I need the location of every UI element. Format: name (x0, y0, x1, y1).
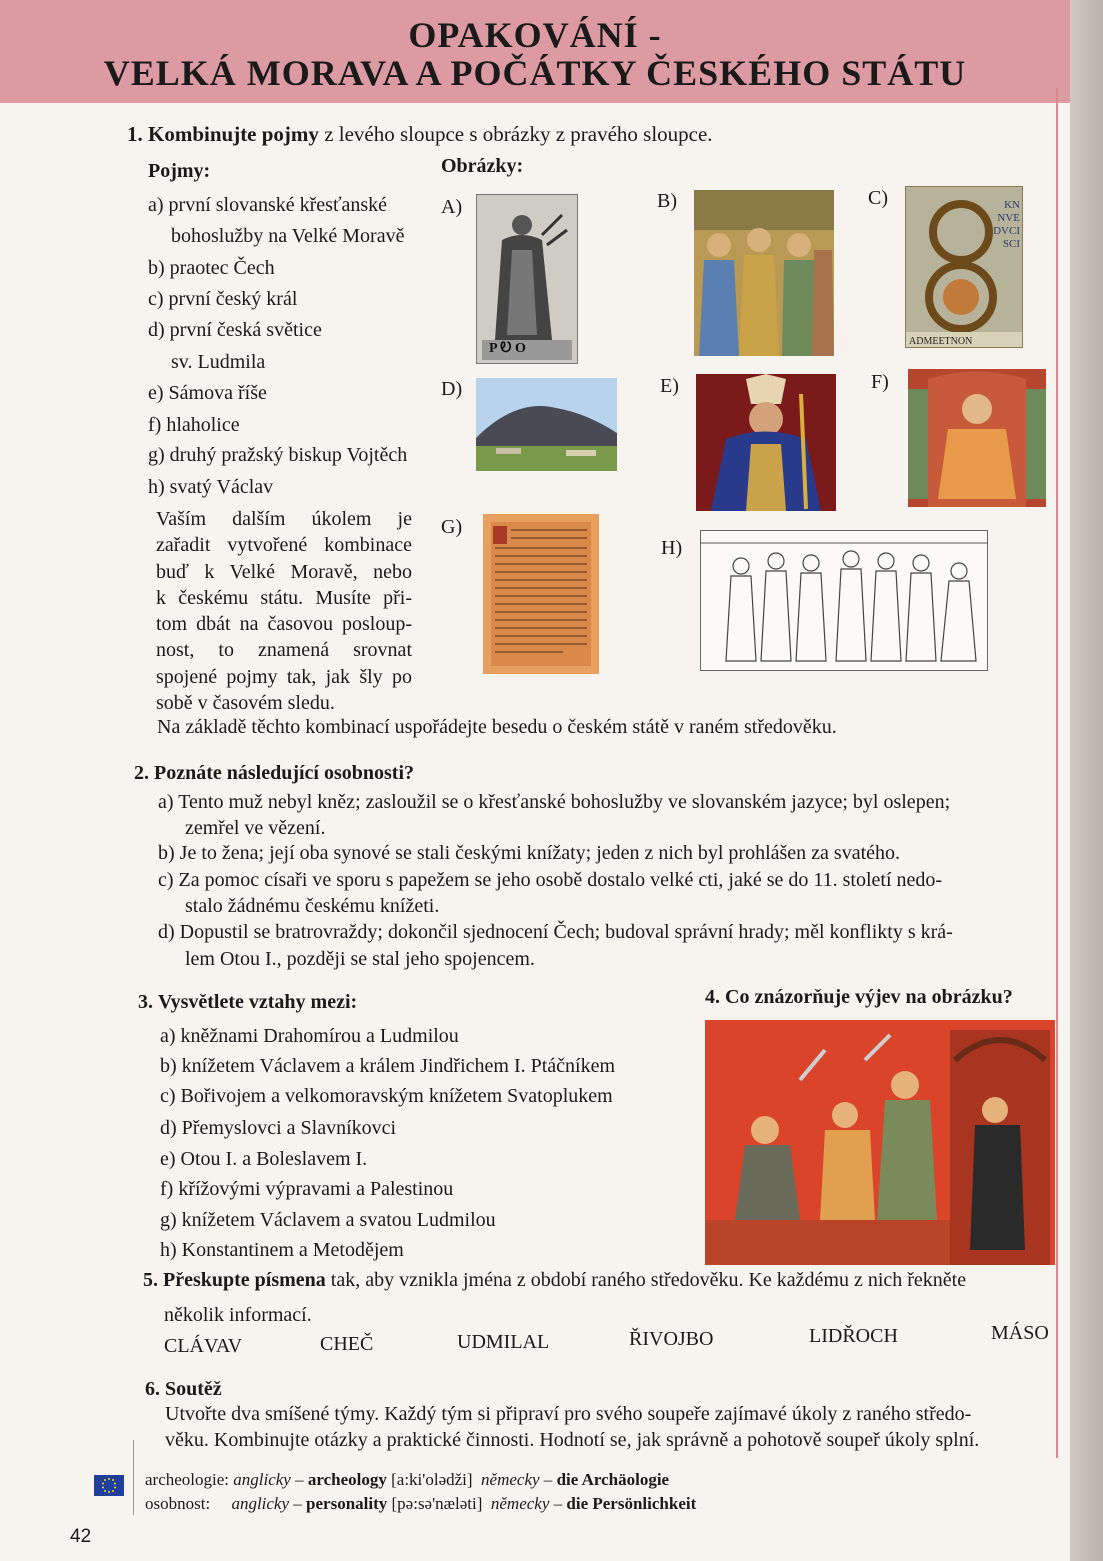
terms-column-title: Pojmy: (148, 160, 211, 182)
term-b: b) praotec Čech (148, 257, 275, 279)
task2-a-line1: a) Tento muž nebyl kněz; zasloužil se o křesťanské bohoslužby ve slovanském jazyce; byl oslepen; (158, 791, 951, 813)
margin-rule (1056, 88, 1058, 1458)
task3-e: e) Otou I. a Boleslavem I. (160, 1148, 368, 1170)
image-c-text3: DVCI (993, 225, 1020, 237)
label-f: F) (871, 371, 889, 393)
term-d-line1: d) první česká světice (148, 319, 322, 341)
label-c: C) (868, 187, 888, 209)
image-c-caption: ADMEETNON (909, 336, 973, 347)
image-e-bishop (696, 374, 836, 511)
image-h-drawing (700, 530, 988, 671)
term-h: h) svatý Václav (148, 476, 274, 498)
task5-heading: 5. Přeskupte písmena tak, aby vznikla jména z období raného středověku. Ke každému z nich řekněte (143, 1269, 967, 1291)
eu-flag-icon (94, 1475, 124, 1496)
task3-heading: 3. Vysvětlete vztahy mezi: (138, 991, 358, 1013)
task1-final: Na základě těchto kombinací uspořádejte besedu o českém státě v raném středověku. (157, 716, 837, 738)
task3-g: g) knížetem Václavem a svatou Ludmilou (160, 1209, 496, 1231)
task2-c-line1: c) Za pomoc císaři ve sporu s papežem se jeho osobě dostalo velké cti, jaké se do 11. století nedo- (158, 869, 943, 891)
page-edge (1070, 0, 1103, 1561)
anagram-4: ŘIVOJBO (629, 1328, 714, 1350)
label-e: E) (660, 375, 679, 397)
image-c-initial (905, 186, 1023, 348)
task1-instructions: Vaším dalším úkolem je zařadit vytvořené kombinace buď k Velké Moravě, nebo k českému státu. Musíte při- tom dbát na časovou posloup- nost, to znamená srovnat spojené pojmy tak, jak šly po sobě v časovém sledu. (156, 508, 412, 715)
task6-line1: Utvořte dva smíšené týmy. Každý tým si připraví pro svého soupeře zajímavé úkoly z raného středo- (165, 1403, 972, 1425)
task2-b: b) Je to žena; její oba synové se stali českými knížaty; jeden z nich byl prohlášen za svatého. (158, 842, 901, 864)
page-title-line2: VELKÁ MORAVA A POČÁTKY ČESKÉHO STÁTU (103, 53, 967, 93)
anagram-1: CLÁVAV (164, 1335, 243, 1357)
task3-a: a) kněžnami Drahomírou a Ludmilou (160, 1025, 459, 1047)
anagram-5: LIDŘOCH (809, 1325, 898, 1347)
label-a: A) (441, 196, 463, 218)
task1-heading: 1. Kombinujte pojmy z levého sloupce s obrázky z pravého sloupce. (127, 122, 713, 146)
anagram-2: CHEČ (320, 1333, 374, 1355)
glossary-row-1: archeologie: anglicky – archeology [a:ki'olədži] německy – die Archäologie (145, 1470, 670, 1489)
image-c-text1: KN (1004, 199, 1020, 211)
image-a-caption: P Ꭷ O (489, 341, 526, 356)
task3-c: c) Bořivojem a velkomoravským knížetem Svatoplukem (160, 1085, 613, 1107)
anagram-3: UDMILAL (457, 1331, 550, 1353)
task2-d-line1: d) Dopustil se bratrovraždy; dokončil sjednocení Čech; budoval správní hrady; měl konflikty s krá- (158, 921, 953, 943)
term-f: f) hlaholice (148, 414, 240, 436)
term-a-line1: a) první slovanské křesťanské (148, 194, 388, 216)
label-b: B) (657, 190, 677, 212)
term-e: e) Sámova říše (148, 382, 267, 404)
image-task4-scene (705, 1020, 1055, 1265)
task5-line2: několik informací. (164, 1304, 312, 1326)
term-c: c) první český král (148, 288, 298, 310)
glossary-row-2: osobnost: anglicky – personality [pə:sə'næləti] německy – die Persönlichkeit (145, 1494, 697, 1513)
task6-heading: 6. Soutěž (145, 1378, 222, 1400)
term-a-line2: bohoslužby na Velké Moravě (171, 225, 405, 247)
label-g: G) (441, 516, 463, 538)
image-c-text4: SCI (1002, 238, 1020, 250)
footer-rule (133, 1440, 134, 1515)
task3-b: b) knížetem Václavem a králem Jindřichem I. Ptáčníkem (160, 1055, 616, 1077)
anagram-6: MÁSO (991, 1322, 1049, 1344)
task3-h: h) Konstantinem a Metodějem (160, 1239, 404, 1261)
label-d: D) (441, 378, 463, 400)
image-b-saints (694, 190, 834, 356)
label-h: H) (661, 537, 683, 559)
task2-d-line2: lem Otou I., později se stal jeho spojencem. (185, 948, 535, 970)
term-d-line2: sv. Ludmila (171, 351, 266, 373)
task2-a-line2: zemřel ve vězení. (185, 817, 326, 839)
image-a-engraving (476, 194, 578, 364)
task2-heading: 2. Poznáte následující osobnosti? (134, 762, 415, 784)
task6-line2: věku. Kombinujte otázky a praktické činnosti. Hodnotí se, jak správně a pohotově soupeř úkoly splní. (165, 1429, 980, 1451)
image-f-throne (908, 369, 1046, 507)
image-c-text2: NVE (997, 212, 1020, 224)
task3-d: d) Přemyslovci a Slavníkovci (160, 1117, 397, 1139)
page-number: 42 (70, 1526, 92, 1547)
image-g-manuscript (483, 514, 599, 674)
image-d-hill (476, 378, 617, 471)
task4-heading: 4. Co znázorňuje výjev na obrázku? (705, 986, 1013, 1008)
task2-c-line2: stalo žádnému českému knížeti. (185, 895, 440, 917)
images-column-title: Obrázky: (441, 155, 524, 177)
page-title-line1: OPAKOVÁNÍ - (408, 15, 662, 55)
task3-f: f) křížovými výpravami a Palestinou (160, 1178, 454, 1200)
term-g: g) druhý pražský biskup Vojtěch (148, 444, 408, 466)
